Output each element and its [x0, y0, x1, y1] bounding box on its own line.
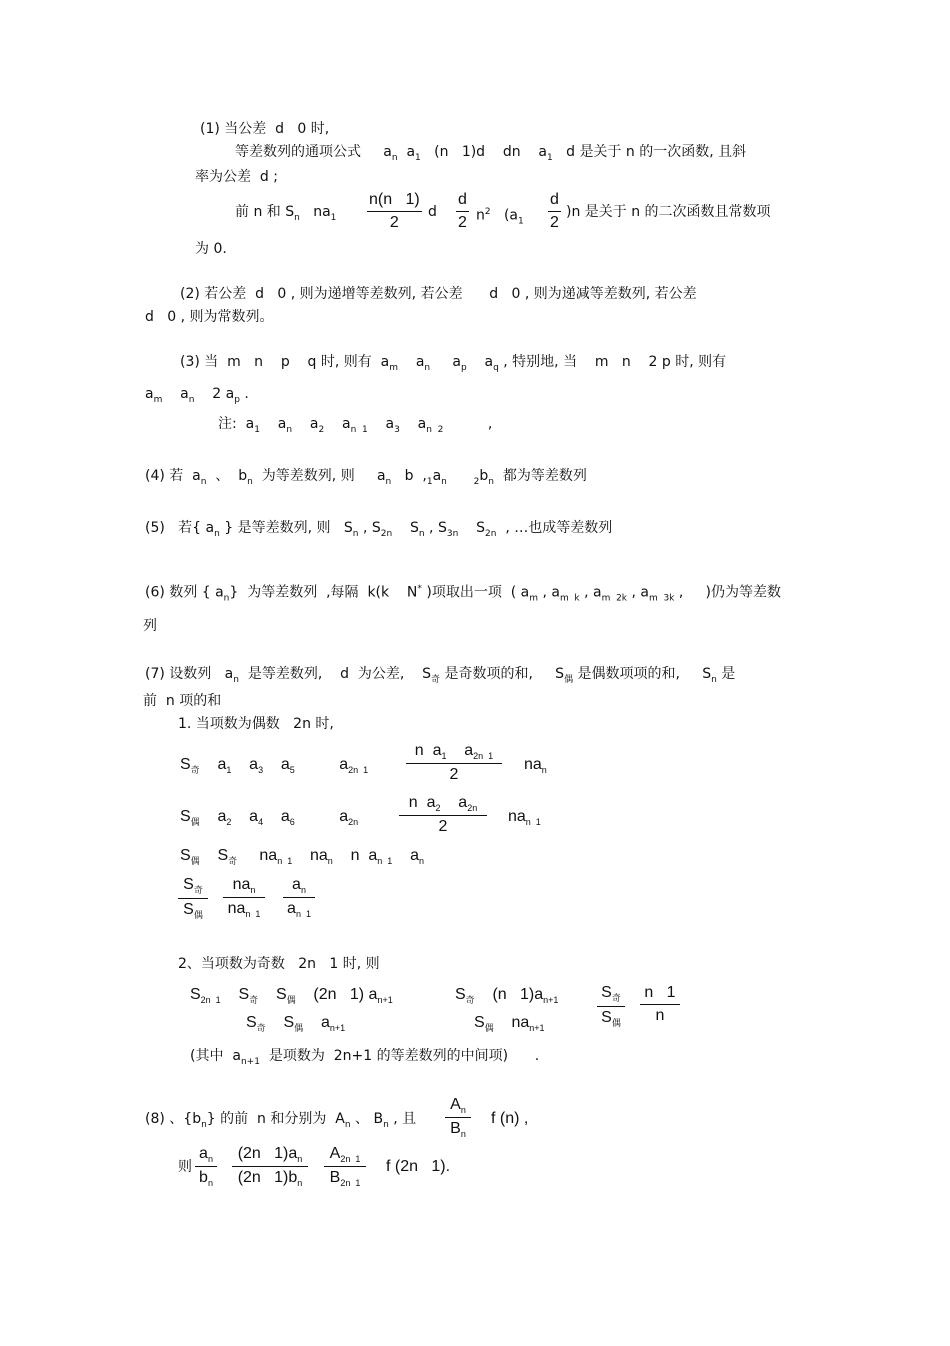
sec7-line1: (7) 设数列 $a_n$ 是等差数列, d 为公差, $S_奇$ 是奇数项的和, $S_偶$ 是偶数项项的和, $S_n$ 是: [145, 666, 736, 685]
sec7-even-row1-left: $S_奇$ $a_1$ $a_3$ $a_5$ $a_{2n 1}$: [180, 756, 369, 776]
sec1-line4-right: )n 是关于 n 的二次函数且常数项: [566, 204, 771, 220]
sec1-line3: 率为公差 d ;: [195, 169, 278, 185]
sec3-line1: (3) 当 m n p q 时, 则有 $a_m$ $a_n$ $a_p$ $a_q$ , 特别地, 当 m n 2 p 时, 则有: [180, 354, 727, 373]
sec7-odd-row2-left: $S_奇$ $S_偶$ $a_{n+1}$: [246, 1014, 346, 1034]
sec1-line1: (1) 当公差 d 0 时,: [200, 121, 330, 137]
sec6-line1: (6) 数列 { $a_n$} 为等差数列 ,每隔 k(k N* )项取出一项 ( $a_m$ , $a_{m k}$ , $a_{m 2k}$ , $a_{m 3k}$ , )仍为等差数: [145, 584, 782, 604]
sec7-even-row1-right: $na_n$: [524, 756, 547, 776]
sec7-odd-row1-mid: $S_奇$ (n $1)a_{n+1}$: [455, 986, 559, 1006]
sec8-line2-left: 则: [178, 1159, 192, 1175]
sec1-line4-d: d: [428, 204, 437, 220]
sec7-line3: 1. 当项数为偶数 2n 时,: [178, 716, 334, 732]
sec5-line1: (5) 若{ $a_n$ } 是等差数列, 则 $S_n$ , $S_{2n}$ $S_n$ , $S_{3n}$ $S_{2n}$ , …也成等差数列: [145, 520, 613, 539]
sec8-fraction-4: $A_{2n 1}$ $B_{2n 1}$: [324, 1145, 366, 1188]
sec7-even-row2-left: $S_偶$ $a_2$ $a_4$ $a_6$ $a_{2n}$: [180, 808, 359, 828]
sec7-even-fraction-2: n $a_2$ $a_{2n}$ 2: [399, 794, 487, 836]
sec6-line2: 列: [143, 618, 157, 634]
sec1-line4-mid: $n^2$ ($a_1$: [476, 207, 524, 227]
sec1-line2: 等差数列的通项公式 $a_n$ $a_1$ (n 1)d dn $a_1$ d 是关于 n 的一次函数, 且斜: [235, 144, 747, 163]
sec7-odd-ratio-fraction-2: n 1 n: [640, 984, 680, 1025]
sec8-fraction-a-over-b: $A_n$ $B_n$: [445, 1096, 471, 1139]
sec7-even-ratio-fraction-2: $na_n$ $na_{n 1}$: [223, 876, 265, 919]
sec1-line5: 为 0.: [195, 241, 227, 257]
sec7-even-fraction-1: n $a_1$ $a_{2n 1}$ 2: [406, 742, 502, 784]
sec7-odd-row2-mid: $S_偶$ $na_{n+1}$: [474, 1014, 545, 1034]
sec3-line2: $a_m$ $a_n$ 2 $a_p$ .: [145, 386, 249, 405]
sec1-line4-left: 前 n 和 $S_n$ $na_1$: [235, 204, 337, 223]
sec7-odd-row1-left: $S_{2n 1}$ $S_奇$ $S_偶$ (2n 1) $a_{n+1}$: [190, 986, 393, 1006]
sec1-fraction-2: d 2: [458, 191, 467, 231]
sec7-even-row2-right: $na_{n 1}$: [508, 808, 541, 828]
sec2-line1: (2) 若公差 d 0 , 则为递增等差数列, 若公差 d 0 , 则为递减等差数列, 若公差: [180, 286, 697, 302]
sec7-line4: 2、当项数为奇数 2n 1 时, 则: [178, 956, 380, 972]
sec8-fraction-3: (2n $1)a_n$ (2n $1)b_n$: [232, 1145, 308, 1188]
sec7-line2: 前 n 项的和: [143, 693, 222, 709]
sec4-line1: (4) 若 $a_n$ 、 $b_n$ 为等差数列, 则 $a_n$ b $,_1a_n$ $_2b_n$ 都为等差数列: [145, 468, 587, 487]
sec8-line2-right: f (2n 1).: [386, 1158, 451, 1175]
sec7-line5: (其中 $a_{n+1}$ 是项数为 2n+1 的等差数列的中间项) .: [190, 1048, 540, 1067]
sec7-even-ratio-fraction-3: $a_n$ $a_{n 1}$: [283, 876, 315, 919]
sec7-odd-ratio-fraction-1: $S_奇$ $S_偶$: [597, 984, 625, 1029]
sec8-line1-right: f (n) ,: [491, 1110, 529, 1127]
sec1-fraction-1: n(n 1) 2: [369, 191, 420, 231]
sec8-fraction-2: $a_n$ $b_n$: [195, 1145, 217, 1188]
sec7-even-row3: $S_偶$ $S_奇$ $na_{n 1}$ $na_n$ n $a_{n 1}$ $a_n$: [180, 847, 424, 867]
sec2-line2: d 0 , 则为常数列。: [145, 309, 274, 325]
sec1-fraction-3: d 2: [550, 191, 559, 231]
sec8-line1-left: (8) 、$\{b_n\}$ 的前 n 和分别为 $A_n$ 、 $B_n$ , 且: [145, 1111, 417, 1130]
sec7-even-ratio-fraction-1: $S_奇$ $S_偶$: [178, 876, 208, 921]
sec3-note: 注: $a_1$ $a_n$ $a_2$ $a_{n 1}$ $a_3$ $a_{n 2}$ ,: [218, 416, 493, 435]
